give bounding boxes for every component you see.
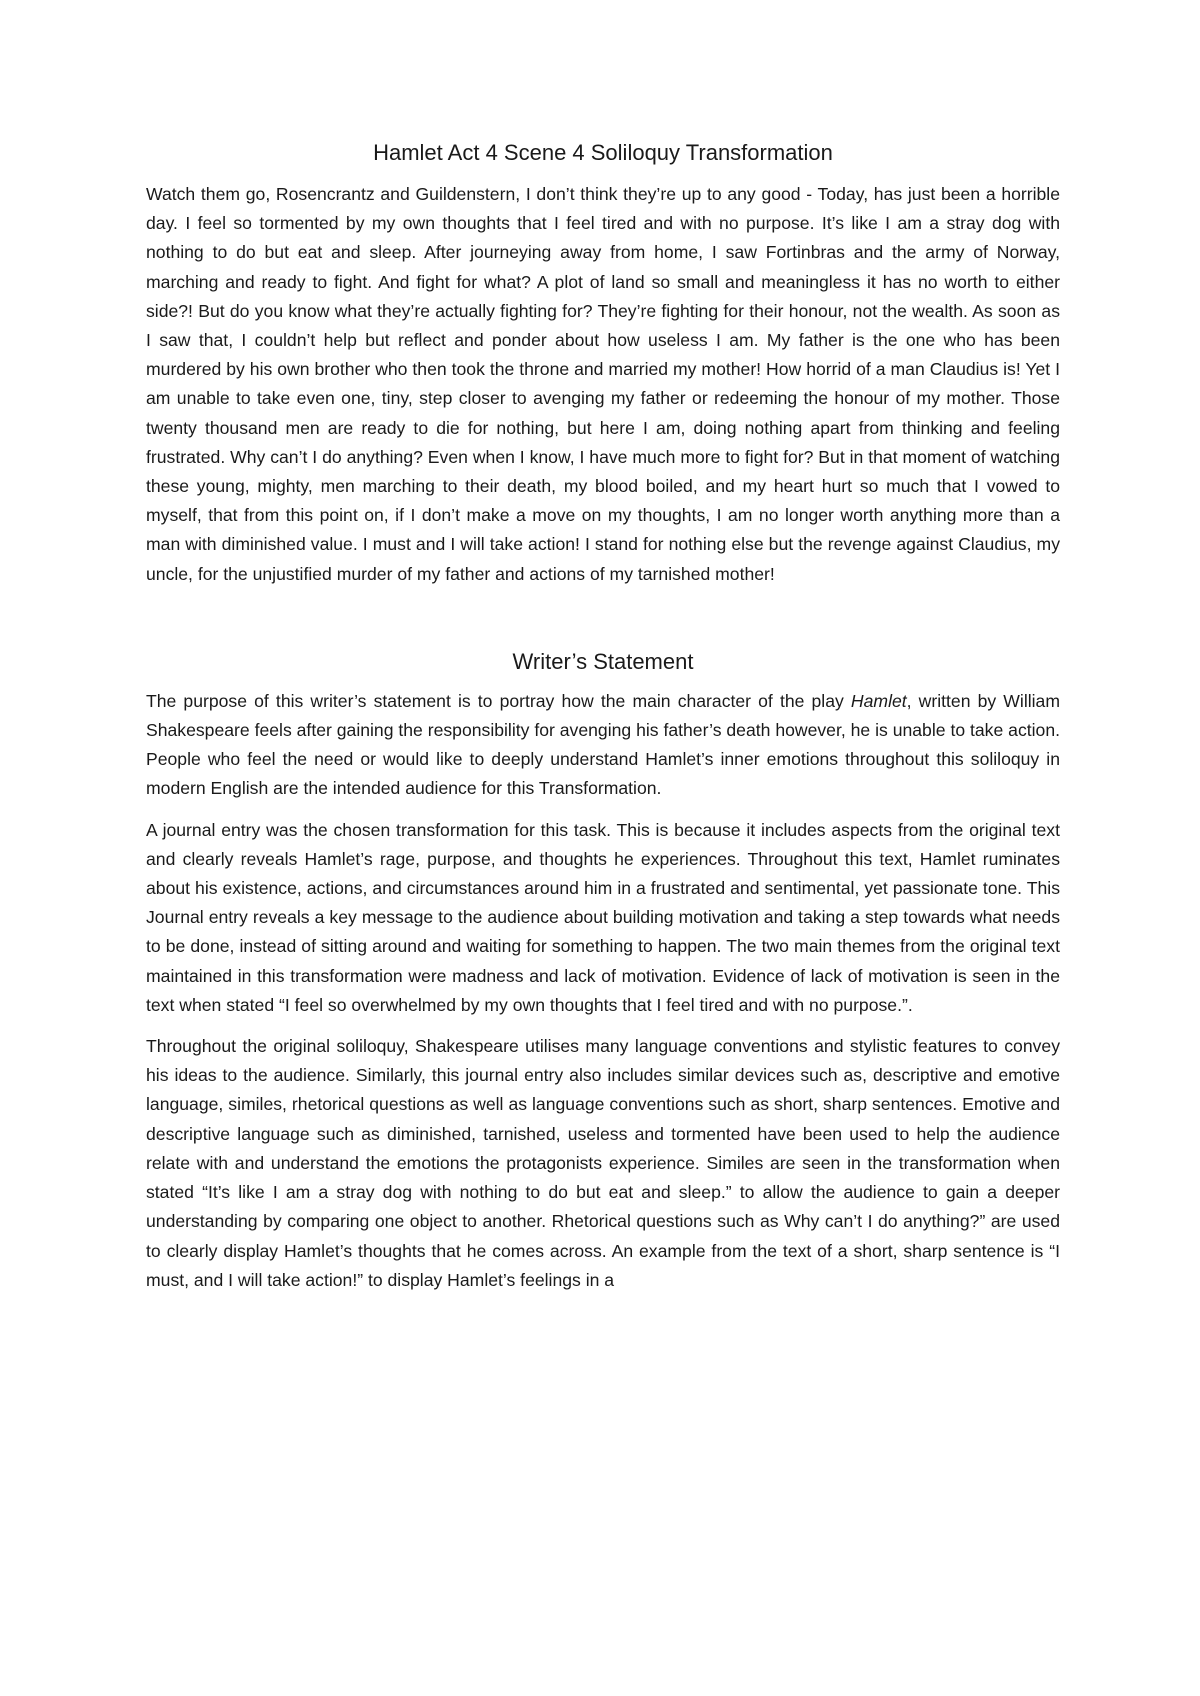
statement-title: Writer’s Statement (512, 648, 694, 674)
statement-paragraph-2: A journal entry was the chosen transformation for this task. This is because it includes aspects from the original text and clearly reveals Hamlet’s rage, purpose, and thoughts he experiences. Throughout this text, Hamlet ruminates about his existence, actions, and circumstances around him in a frustrated and sentimental, yet passionate tone. This Journal entry reveals a key message to the audience about building motivation and taking a step towards what needs to be done, instead of sitting around and waiting for something to happen. The two main themes from the original text maintained in this transformation were madness and lack of motivation. Evidence of lack of motivation is seen in the text when stated “I feel so overwhelmed by my own thoughts that I feel tired and with no purpose.”. (146, 819, 1060, 1015)
document-page (146, 140, 1060, 1295)
statement-p1-text-rest: , written by William Shakespeare feels after gaining the responsibility for avenging his father’s death however, he is unable to take action. People who feel the need or would like to deeply understand Hamlet’s inner emotions throughout this soliloquy in modern English are the intended audience for this Transformation. (146, 690, 1060, 799)
statement-paragraph-1 (146, 687, 1060, 804)
statement-p1-text: The purpose of this writer’s statement is to portray how the main character of the play (146, 690, 851, 711)
play-title: Hamlet (850, 690, 907, 711)
statement-paragraph-3: Throughout the original soliloquy, Shakespeare utilises many language conventions and stylistic features to convey his ideas to the audience. Similarly, this journal entry also includes similar devices such as, descriptive and emotive language, similes, rhetorical questions as well as language conventions such as short, sharp sentences. Emotive and descriptive language such as diminished, tarnished, useless and tormented have been used to help the audience relate with and understand the emotions the protagonists experience. Similes are seen in the transformation when stated “It’s like I am a stray dog with nothing to do but eat and sleep.” to allow the audience to gain a deeper understanding by comparing one object to another. Rhetorical questions such as Why can’t I do anything?” are used to clearly display Hamlet’s thoughts that he comes across. An example from the text of a short, sharp sentence is “I must, and I will take action!” to display Hamlet’s feelings in a (146, 1036, 1060, 1290)
transformation-body: Watch them go, Rosencrantz and Guildenstern, I don’t think they’re up to any good - Today, has just been a horrible day. I feel so tormented by my own thoughts that I feel tired and with no purpose. It’s like I am a stray dog with nothing to do but eat and sleep. After journeying away from home, I saw Fortinbras and the army of Norway, marching and ready to fight. And fight for what? A plot of land so small and meaningless it has no worth to either side?! But do you know what they’re actually fighting for? They’re fighting for their honour, not the wealth. As soon as I saw that, I couldn’t help but reflect and ponder about how useless I am. My father is the one who has been murdered by his own brother who then took the throne and married my mother! How horrid of a man Claudius is! Yet I am unable to take even one, tiny, step closer to avenging my father or redeeming the honour of my mother. Those twenty thousand men are ready to die for nothing, but here I am, doing nothing apart from thinking and feeling frustrated. Why can’t I do anything? Even when I know, I have much more to fight for? But in that moment of watching these young, mighty, men marching to their death, my blood boiled, and my heart hurt so much that I vowed to myself, that from this point on, if I don’t make a move on my thoughts, I am no longer worth anything more than a man with diminished value. I must and I will take action! I stand for nothing else but the revenge against Claudius, my uncle, for the unjustified murder of my father and actions of my tarnished mother! (146, 184, 1060, 584)
transformation-title: Hamlet Act 4 Scene 4 Soliloquy Transformation (373, 140, 833, 165)
section-gap (146, 589, 1060, 649)
